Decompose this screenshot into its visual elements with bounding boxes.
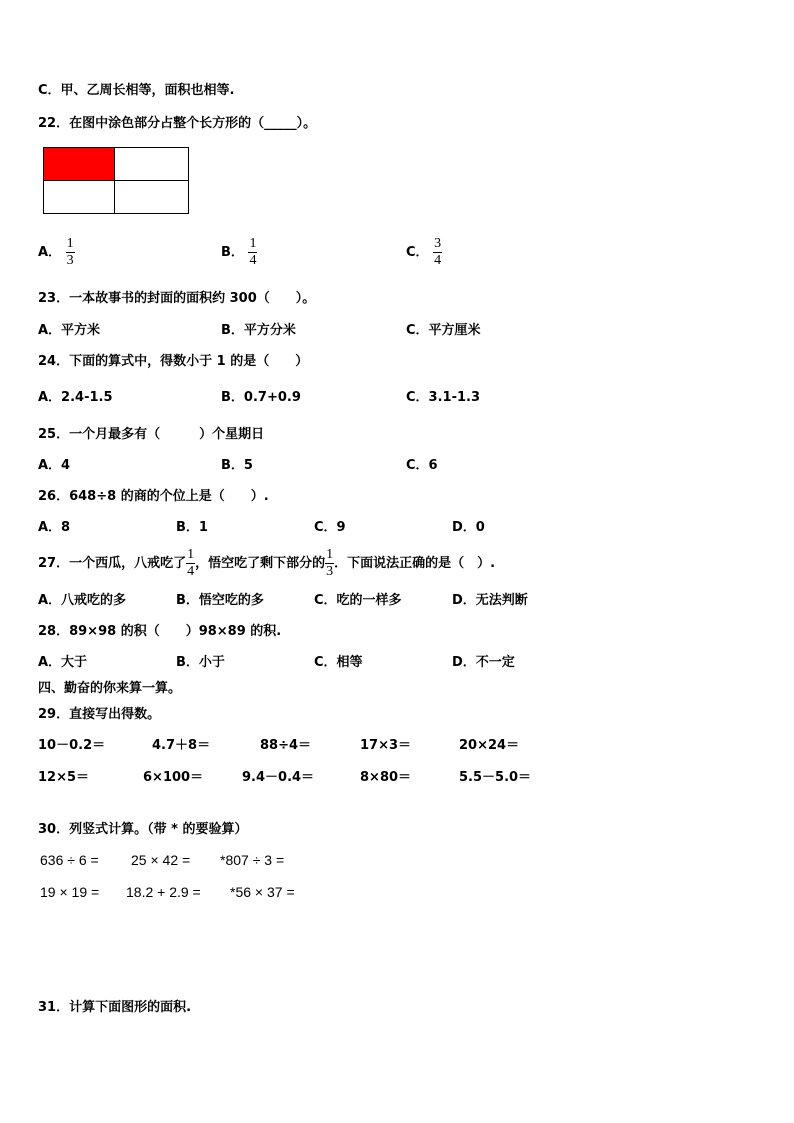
q30-item: *56 × 37 = xyxy=(230,884,295,900)
section-4-title: 四、勤奋的你来算一算。 xyxy=(38,681,182,696)
denominator: 4 xyxy=(434,253,442,268)
q29-item: 17×3＝ xyxy=(360,738,412,753)
q28-option-c: C．相等 xyxy=(314,655,363,670)
option-label: B． xyxy=(221,245,244,260)
q29-item: 88÷4＝ xyxy=(260,738,312,753)
q22-rectangle-figure xyxy=(43,147,189,214)
q22-stem: 22．在图中涂色部分占整个长方形的（_____）。 xyxy=(38,116,317,131)
q26-option-b: B．1 xyxy=(176,520,208,535)
numerator: 1 xyxy=(187,547,195,562)
q28-option-d: D．不一定 xyxy=(452,655,515,670)
q30-item: 636 ÷ 6 = xyxy=(40,852,99,868)
numerator: 1 xyxy=(249,236,257,251)
denominator: 3 xyxy=(326,564,334,579)
q24-option-a: A．2.4-1.5 xyxy=(38,390,113,405)
option-label: C． xyxy=(406,245,429,260)
q22-shaded-cell xyxy=(44,148,115,181)
q25-option-a: A．4 xyxy=(38,458,71,473)
q30-stem: 30．列竖式计算。（带 * 的要验算） xyxy=(38,822,248,837)
q27-option-b: B．悟空吃的多 xyxy=(176,593,264,608)
q28-stem: 28．89×98 的积（ ）98×89 的积. xyxy=(38,624,282,639)
q22-option-c xyxy=(406,235,442,271)
q29-item: 10－0.2＝ xyxy=(38,738,106,753)
q29-item: 9.4－0.4＝ xyxy=(242,770,315,785)
q26-option-c: C．9 xyxy=(314,520,346,535)
q27-stem xyxy=(38,546,495,582)
q29-item: 4.7＋8＝ xyxy=(152,738,211,753)
q23-stem: 23．一本故事书的封面的面积约 300（ ）。 xyxy=(38,291,316,306)
q26-stem: 26．648÷8 的商的个位上是（ ）. xyxy=(38,489,269,504)
q30-item: 25 × 42 = xyxy=(131,852,191,868)
q29-item: 8×80＝ xyxy=(360,770,412,785)
fraction xyxy=(325,547,334,580)
q24-option-b: B．0.7+0.9 xyxy=(221,390,301,405)
q27-text-1: 27．一个西瓜，八戒吃了 xyxy=(38,556,187,571)
q25-stem: 25．一个月最多有（ ）个星期日 xyxy=(38,427,265,442)
q26-option-a: A．8 xyxy=(38,520,71,535)
q27-text-2: ，悟空吃了剩下部分的 xyxy=(195,556,326,571)
q29-item: 12×5＝ xyxy=(38,770,90,785)
q23-option-c: C．平方厘米 xyxy=(406,323,481,338)
q22-option-b xyxy=(221,235,257,271)
q31-stem: 31．计算下面图形的面积. xyxy=(38,1000,192,1015)
q29-item: 6×100＝ xyxy=(143,770,204,785)
q24-option-c: C．3.1-1.3 xyxy=(406,390,480,405)
fraction xyxy=(186,547,195,580)
q22-cell-bottom-left xyxy=(44,181,115,213)
q27-text-3: ．下面说法正确的是（ ）. xyxy=(334,556,496,571)
q29-item: 20×24＝ xyxy=(459,738,520,753)
q28-option-b: B．小于 xyxy=(176,655,225,670)
fraction xyxy=(433,236,442,269)
q30-item: *807 ÷ 3 = xyxy=(220,852,285,868)
q27-option-c: C．吃的一样多 xyxy=(314,593,402,608)
q27-option-a: A．八戒吃的多 xyxy=(38,593,127,608)
q29-stem: 29．直接写出得数。 xyxy=(38,707,161,722)
q23-option-a: A．平方米 xyxy=(38,323,101,338)
denominator: 3 xyxy=(66,253,74,268)
q22-option-a xyxy=(38,235,75,271)
denominator: 4 xyxy=(187,564,195,579)
q28-option-a: A．大于 xyxy=(38,655,88,670)
q25-option-c: C．6 xyxy=(406,458,438,473)
denominator: 4 xyxy=(249,253,257,268)
q30-item: 19 × 19 = xyxy=(40,884,100,900)
option-label: A． xyxy=(38,245,62,260)
q25-option-b: B．5 xyxy=(221,458,253,473)
q27-option-d: D．无法判断 xyxy=(452,593,528,608)
numerator: 3 xyxy=(434,236,442,251)
numerator: 1 xyxy=(66,236,74,251)
q22-cell-top-right xyxy=(115,148,188,181)
fraction xyxy=(66,236,75,269)
numerator: 1 xyxy=(326,547,334,562)
q22-cell-bottom-right xyxy=(115,181,188,213)
q26-option-d: D．0 xyxy=(452,520,485,535)
q24-stem: 24．下面的算式中，得数小于 1 的是（ ） xyxy=(38,354,309,369)
q23-option-b: B．平方分米 xyxy=(221,323,296,338)
q29-item: 5.5－5.0＝ xyxy=(459,770,532,785)
fraction xyxy=(248,236,257,269)
q21-option-c: C．甲、乙周长相等，面积也相等. xyxy=(38,83,235,98)
q30-item: 18.2 + 2.9 = xyxy=(126,884,201,900)
